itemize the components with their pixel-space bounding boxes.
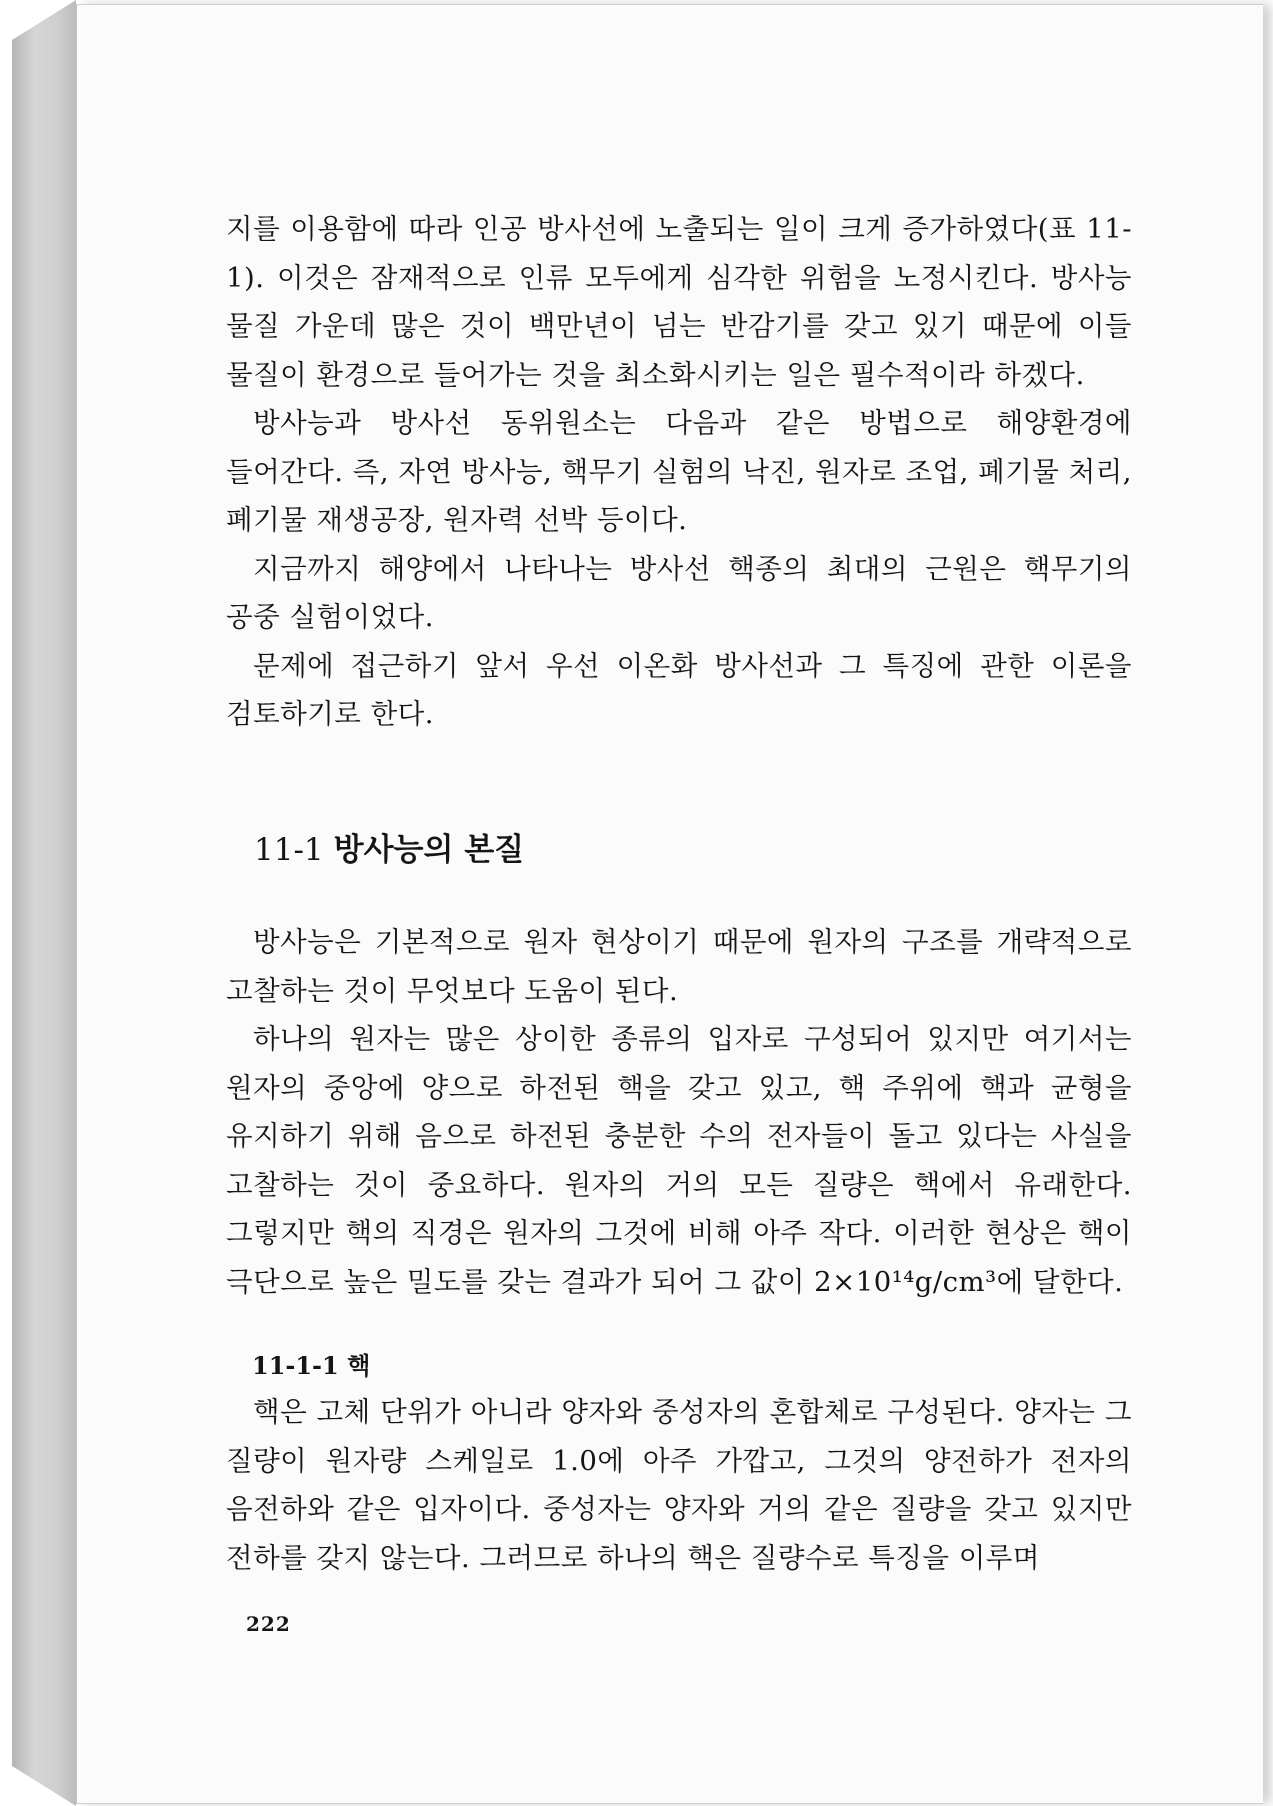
paragraph-atom-structure: 하나의 원자는 많은 상이한 종류의 입자로 구성되어 있지만 여기서는 원자의 중앙에 양으로 하전된 핵을 갖고 있고, 핵 주위에 핵과 균형을 유지하기 위해 음으로 하전된 충분한 수의 전자들이 돌고 있다는 사실을 고찰하는 것이 중요하다. 원자의 거의 모든 질량은 핵에서 유래한다. 그렇지만 핵의 직경은 원자의 그것에 비해 아주 작다. 이러한 현상은 핵이 극단으로 높은 밀도를 갖는 결과가 되어 그 값이 2×10¹⁴g/cm³에 달한다. — [226, 1023, 1132, 1298]
paragraph-entry-routes: 방사능과 방사선 동위원소는 다음과 같은 방법으로 해양환경에 들어간다. 즉, 자연 방사능, 핵무기 실험의 낙진, 원자로 조업, 폐기물 처리, 폐기물 재생공장, 원자력 선박 등이다. — [226, 407, 1132, 536]
paragraph-nucleus: 핵은 고체 단위가 아니라 양자와 중성자의 혼합체로 구성된다. 양자는 그 질량이 원자량 스케일로 1.0에 아주 가깝고, 그것의 양전하가 전자의 음전하와 같은 입자이다. 중성자는 양자와 거의 같은 질량을 갖고 있지만 전하를 갖지 않는다. 그러므로 하나의 핵은 질량수로 특징을 이루며 — [226, 1396, 1132, 1574]
book-spine — [12, 0, 76, 1806]
subsection-heading: 11-1-1 핵 — [252, 1351, 371, 1380]
page-number: 222 — [246, 1612, 291, 1636]
paragraph-continuation: 지를 이용함에 따라 인공 방사선에 노출되는 일이 크게 증가하였다(표 11-1). 이것은 잠재적으로 인류 모두에게 심각한 위험을 노정시킨다. 방사능 물질 가운데 많은 것이 백만년이 넘는 반감기를 갖고 있기 때문에 이들 물질이 환경으로 들어가는 것을 최소화시키는 일은 필수적이라 하겠다. — [226, 213, 1132, 391]
paragraph-review-theory: 문제에 접근하기 앞서 우선 이온화 방사선과 그 특징에 관한 이론을 검토하기로 한다. — [226, 649, 1132, 730]
top-text-block — [226, 205, 1132, 739]
paragraph-largest-source: 지금까지 해양에서 나타나는 방사선 핵종의 최대의 근원은 핵무기의 공중 실험이었다. — [226, 552, 1132, 633]
section-heading — [254, 824, 524, 869]
section-number: 11-1 — [254, 832, 324, 868]
spine-top-corner — [12, 0, 76, 40]
subsection-text-block — [226, 1388, 1132, 1582]
paragraph-atomic-phenomenon: 방사능은 기본적으로 원자 현상이기 때문에 원자의 구조를 개략적으로 고찰하는 것이 무엇보다 도움이 된다. — [226, 926, 1132, 1007]
section-title: 방사능의 본질 — [333, 832, 525, 868]
section-text-block — [226, 918, 1132, 1306]
spine-bottom-corner — [12, 1766, 76, 1806]
